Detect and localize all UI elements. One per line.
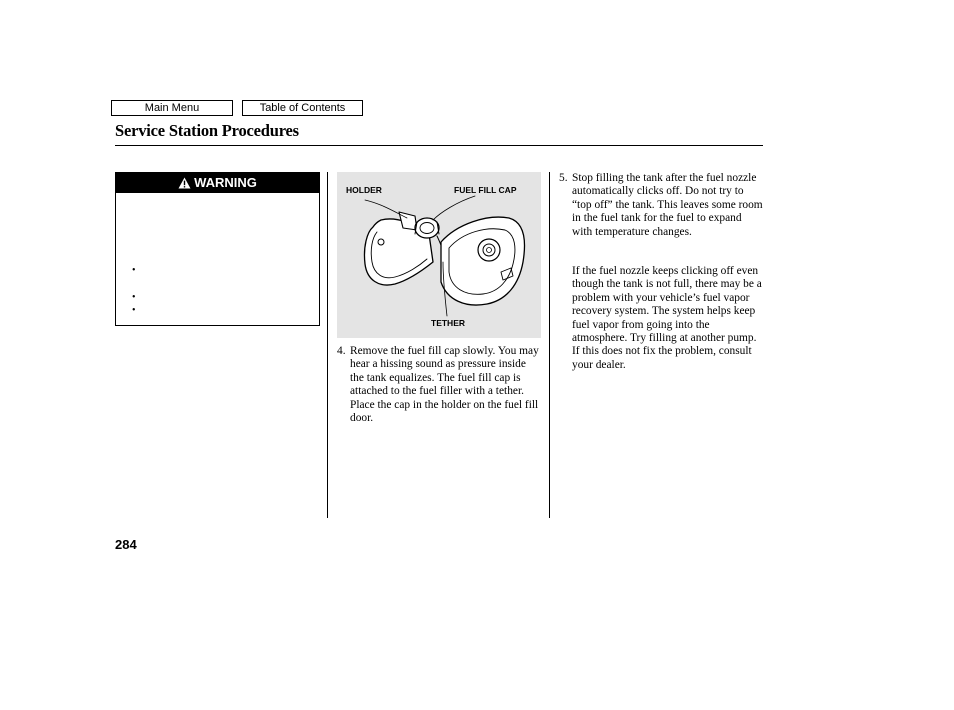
warning-bullet: • xyxy=(132,305,136,316)
step-number: 4. xyxy=(337,345,346,357)
warning-bullet: • xyxy=(132,265,136,276)
page-title: Service Station Procedures xyxy=(115,121,299,140)
warning-box xyxy=(115,172,320,326)
fuel-filler-drawing xyxy=(337,172,541,338)
figure-label-tether: TETHER xyxy=(431,318,465,328)
warning-bullet: • xyxy=(132,292,136,303)
column-divider-right xyxy=(549,172,550,518)
column-divider-left xyxy=(327,172,328,518)
title-divider xyxy=(115,145,763,146)
step-5 xyxy=(559,172,763,239)
step-text: Remove the fuel fill cap slowly. You may hear a hissing sound as pressure inside the tank equalizes. The fuel fill cap is attached to the fuel filler with a tether. Place the cap in the holder on the fuel fill door. xyxy=(350,345,539,425)
warning-triangle-icon xyxy=(178,177,191,189)
page-number: 284 xyxy=(115,537,137,552)
step-text: Stop filling the tank after the fuel nozzle automatically clicks off. Do not try to “top off” the tank. This leaves some room in the fuel tank for the fuel to expand with temperature changes. xyxy=(572,172,763,238)
step-number: 5. xyxy=(559,172,568,184)
figure-label-fuel-fill-cap: FUEL FILL CAP xyxy=(454,185,517,195)
warning-label: WARNING xyxy=(194,175,257,190)
fuel-cap-illustration xyxy=(337,172,541,338)
main-menu-button[interactable]: Main Menu xyxy=(111,100,233,116)
warning-header xyxy=(116,173,319,193)
table-of-contents-button[interactable]: Table of Contents xyxy=(242,100,363,116)
body-paragraph: If the fuel nozzle keeps clicking off even though the tank is not full, there may be a problem with your vehicle’s fuel vapor recovery system. The system helps keep fuel vapor from going into the atmosphere. Try filling at another pump. If this does not fix the problem, consult your dealer. xyxy=(572,265,762,371)
step-4 xyxy=(337,345,542,425)
figure-label-holder: HOLDER xyxy=(346,185,382,195)
